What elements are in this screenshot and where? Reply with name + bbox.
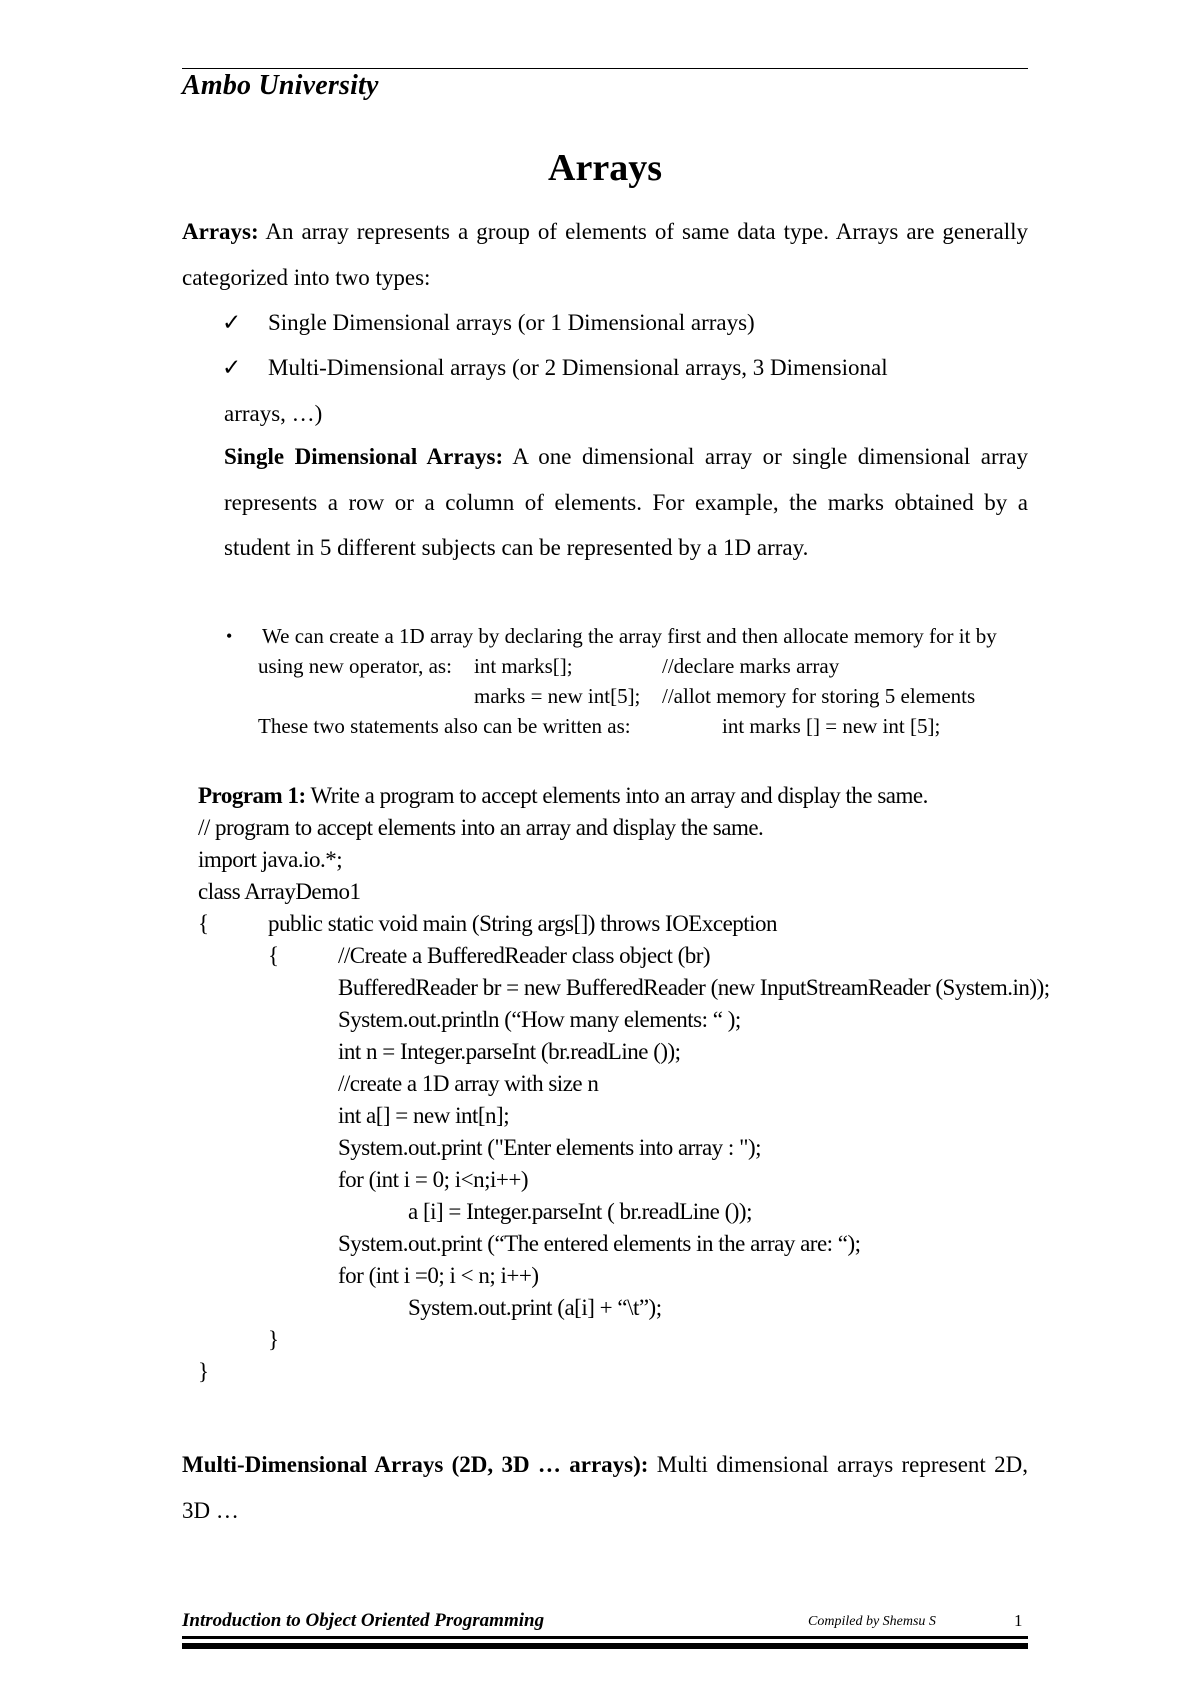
multi-dim-label: Multi-Dimensional Arrays (2D, 3D … arrays): [182,1452,649,1477]
checkmark-icon: ✓ [222,355,242,380]
bullet-code-3: int marks [] = new int [5]; [722,714,941,738]
page-number: 1 [1014,1611,1023,1630]
type-text: Multi-Dimensional arrays (or 2 Dimensional arrays, 3 Dimensional [268,355,888,380]
single-dim-text: A one dimensional array or single dimensional array represents a row or a column of elements. For example, the marks obtained by a student in 5 different subjects can be represented by a 1D array. [224,444,1028,560]
intro-label: Arrays: [182,219,259,244]
footer-course: Introduction to Object Oriented Programming [182,1610,545,1631]
program-label: Program 1: [198,783,306,808]
single-dim-paragraph [224,434,1028,571]
code-line: System.out.println (“How many elements: “ ); [338,1007,741,1032]
code-line: class ArrayDemo1 [198,879,361,904]
type-item-2 [222,345,1028,390]
multi-dim-text: Multi dimensional arrays represent 2D, 3D … [182,1452,1028,1523]
code-line: //Create a BufferedReader class object (br) [338,943,711,968]
bullet-code-1: int marks[]; [474,654,573,678]
bullet-code-2: marks = new int[5]; [474,684,641,708]
footer-rule-thick [182,1643,1028,1649]
checkmark-icon: ✓ [222,310,242,335]
code-line: // program to accept elements into an array and display the same. [198,815,764,840]
program-description: Write a program to accept elements into an array and display the same. [310,783,928,808]
footer-rule-thin [182,1636,1028,1639]
single-dim-label: Single Dimensional Arrays: [224,444,504,469]
footer-compiler: Compiled by Shemsu S [808,1614,936,1629]
bullet-comment-2: //allot memory for storing 5 elements [662,684,976,708]
code-line: public static void main (String args[]) throws IOException [268,911,778,936]
header-rule [182,68,1028,69]
type-item-2-continuation: arrays, …) [224,401,323,426]
code-line: import java.io.*; [198,847,343,872]
multi-dim-paragraph [182,1442,1028,1534]
bullet-line-2-text: using new operator, as: [258,654,452,678]
page-title: Arrays [548,147,662,189]
bullet-line-1: We can create a 1D array by declaring the array first and then allocate memory for it by [262,624,997,648]
bullet-comment-1: //declare marks array [662,654,840,678]
type-item-1 [222,300,1028,345]
university-name: Ambo University [182,70,379,101]
code-line: //create a 1D array with size n [338,1071,599,1096]
code-line: System.out.print ("Enter elements into array : "); [338,1135,762,1160]
code-line: { [268,943,279,968]
code-line: BufferedReader br = new BufferedReader (new InputStreamReader (System.in)); [338,975,1050,1000]
bullet-icon: • [226,626,233,646]
program-heading [198,783,928,809]
intro-paragraph [182,209,1028,301]
intro-text: An array represents a group of elements of same data type. Arrays are generally categorized into two types: [182,219,1028,290]
code-line: } [198,1359,209,1384]
code-line: } [268,1327,279,1352]
code-line: int a[] = new int[n]; [338,1103,510,1128]
bullet-line-3-text: These two statements also can be written as: [258,714,631,738]
code-line: { [198,911,209,936]
code-line: System.out.print (“The entered elements in the array are: “); [338,1231,861,1256]
code-line: a [i] = Integer.parseInt ( br.readLine ()); [408,1199,752,1224]
type-text: Single Dimensional arrays (or 1 Dimensional arrays) [268,310,755,335]
code-line: for (int i =0; i < n; i++) [338,1263,539,1288]
code-line: int n = Integer.parseInt (br.readLine ()); [338,1039,681,1064]
code-line: System.out.print (a[i] + “\t”); [408,1295,662,1320]
code-line: for (int i = 0; i<n;i++) [338,1167,529,1192]
